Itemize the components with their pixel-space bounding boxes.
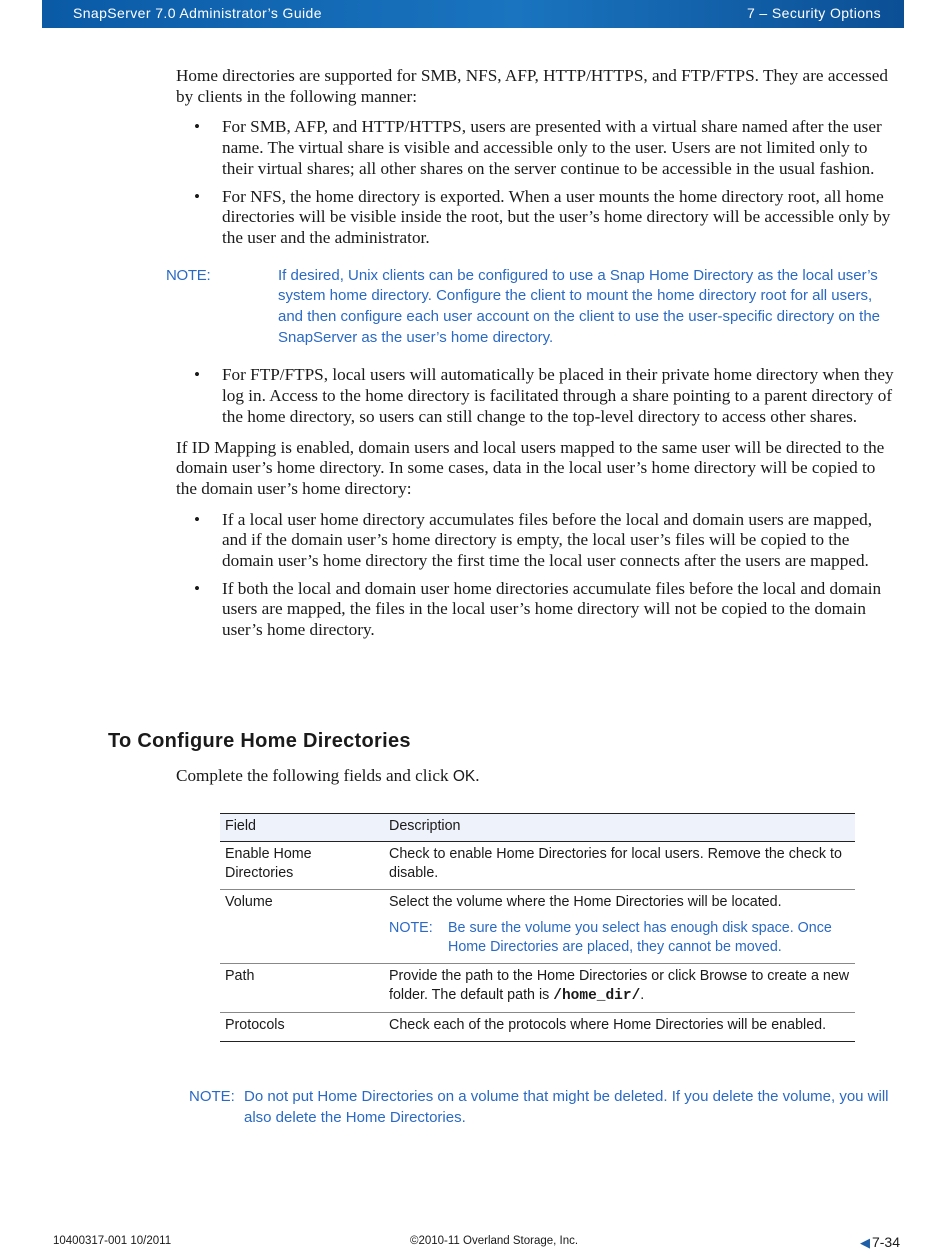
bullet-icon: • [194,578,201,598]
field-description: Provide the path to the Home Directories or click Browse to create a new folder. The default path is /home_dir/. [384,964,855,1013]
chapter-title: 7 – Security Options [746,5,881,21]
left-triangle-icon[interactable]: ◀ [859,1235,870,1250]
mapping-bullet-list [176,510,898,641]
volume-note [389,919,850,957]
fields-table [220,813,855,1042]
field-name: Volume [220,890,384,964]
column-header-field: Field [220,814,384,842]
note-label: NOTE: [189,1088,235,1105]
doc-number: 10400317-001 10/2011 [53,1235,172,1247]
bottom-note [189,1087,889,1128]
list-item: • For NFS, the home directory is exported. When a user mounts the home directory root, all home directories will be visible inside the root, but the user’s home directory will be accessible only by the user and the administrator. [194,186,891,247]
bullet-icon: • [194,365,201,385]
access-bullet-list [176,117,898,248]
field-description: Check to enable Home Directories for local users. Remove the check to disable. [384,842,855,890]
guide-title: SnapServer 7.0 Administrator’s Guide [73,5,322,21]
table-row [220,1013,855,1042]
table-row [220,964,855,1013]
page-number: 7-34 [871,1234,900,1250]
table-row [220,842,855,890]
default-path: /home_dir/ [553,988,641,1004]
copyright: ©2010-11 Overland Storage, Inc. [410,1235,579,1247]
intro-paragraph: Home directories are supported for SMB, NFS, AFP, HTTP/HTTPS, and FTP/FTPS. They are accessed by clients in the following manner: [176,66,888,106]
note-text: Do not put Home Directories on a volume that might be deleted. If you delete the volume, you will also delete the Home Directories. [244,1088,889,1126]
column-header-description: Description [384,814,855,842]
field-name: Path [220,964,384,1013]
field-description: Select the volume where the Home Directories will be located. NOTE: Be sure the volume you select has enough disk space. Once Home Directories are placed, they cannot be moved. [384,890,855,964]
bullet-icon: • [194,186,201,206]
ok-label: OK [452,768,476,785]
section-heading: To Configure Home Directories [108,730,411,752]
list-item: • For SMB, AFP, and HTTP/HTTPS, users are presented with a virtual share named after the user name. The virtual share is visible and accessible only to the user. Users are not limited only to their virtual shares; all other shares on the server continue to be accessible in the usual fashion. [194,117,882,178]
table-row [220,890,855,964]
note-label: NOTE: [389,920,433,936]
section-intro: Complete the following fields and click OK. [176,766,480,785]
note-label: NOTE: [166,266,211,284]
bullet-icon: • [194,117,201,137]
nfs-note [166,266,898,349]
running-header [42,0,904,28]
ftp-bullet-list [176,365,898,427]
body-content [166,66,898,651]
list-item: • For FTP/FTPS, local users will automatically be placed in their private home directory when they log in. Access to the home directory is facilitated through a share pointing to a parent directory of the home directory, so users can still change to the top-level directory to access other shares. [194,365,894,426]
page-number-link[interactable] [860,1234,900,1251]
browse-label: Browse [699,968,748,984]
field-name: Protocols [220,1013,384,1042]
list-item: • If both the local and domain user home directories accumulate files before the local and domain users are mapped, the files in the local user’s home directory will not be copied to the domain user’s home directory. [194,578,882,640]
id-mapping-paragraph: If ID Mapping is enabled, domain users and local users mapped to the same user will be directed to the domain user’s home directory. In some cases, data in the local user’s home directory will be copied to the domain user’s home directory: [176,437,885,498]
bullet-icon: • [194,509,201,529]
list-item: • If a local user home directory accumulates files before the local and domain users are mapped, and if the domain user’s home directory is empty, the local user’s files will be copied to the domain user’s home directory the first time the local user connects after the users are mapped. [194,509,872,571]
note-text: Be sure the volume you select has enough disk space. Once Home Directories are placed, they cannot be moved. [448,920,832,955]
field-name: Enable Home Directories [220,842,384,890]
field-description: Check each of the protocols where Home Directories will be enabled. [384,1013,855,1042]
note-text: If desired, Unix clients can be configured to use a Snap Home Directory as the local user’s system home directory. Configure the client to mount the home directory root for all users, and then configure each user account on the client to use the user-specific directory on the SnapServer as the user’s home directory. [278,266,881,346]
table-header-row [220,814,855,842]
